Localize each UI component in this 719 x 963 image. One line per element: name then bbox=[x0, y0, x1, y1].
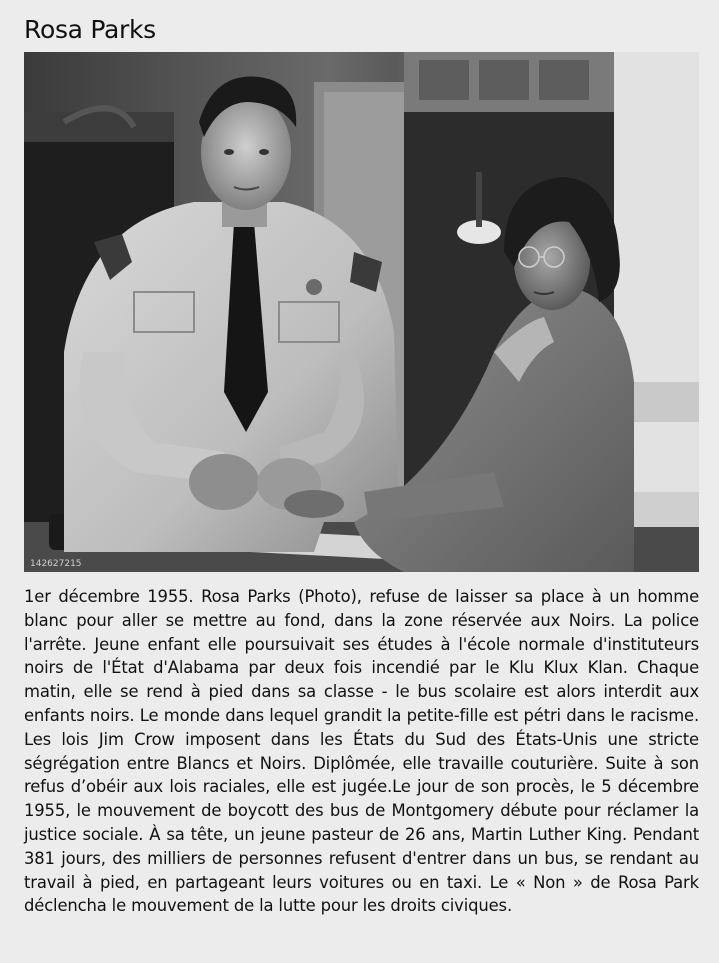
caption-text: 1er décembre 1955. Rosa Parks (Photo), refuse de laisser sa place à un homme blanc pour aller se mettre au fond, dans la zone réservée aux Noirs. La police l'arrête. Jeune enfant elle poursuivait ses études à l'école normale d'instituteurs noirs de l'État d'Alabama par deux fois incendié par le Klu Klux Klan. Chaque matin, elle se rend à pied dans sa classe - le bus scolaire est alors interdit aux enfants noirs. Le monde dans lequel grandit la petite-fille est pétri dans le racisme. Les lois Jim Crow imposent dans les États du Sud des États-Unis une stricte ségrégation entre Blancs et Noirs. Diplômée, elle travaille couturière. Suite à son refus d’obéir aux lois raciales, elle est jugée.Le jour de son procès, le 5 décembre 1955, le mouvement de boycott des bus de Montgomery débute pour réclamer la justice sociale. À sa tête, un jeune pasteur de 26 ans, Martin Luther King. Pendant 381 jours, des milliers de personnes refusent d'entrer dans un bus, se rendant au travail à pied, en partageant leurs voitures ou en taxi. Le « Non » de Rosa Park déclencha le mouvement de la lutte pour les droits civiques. bbox=[24, 587, 699, 916]
historical-photo bbox=[24, 52, 699, 572]
photo-illustration bbox=[24, 52, 699, 572]
page-title: Rosa Parks bbox=[24, 15, 156, 44]
photo-serial: 142627215 bbox=[30, 559, 82, 569]
